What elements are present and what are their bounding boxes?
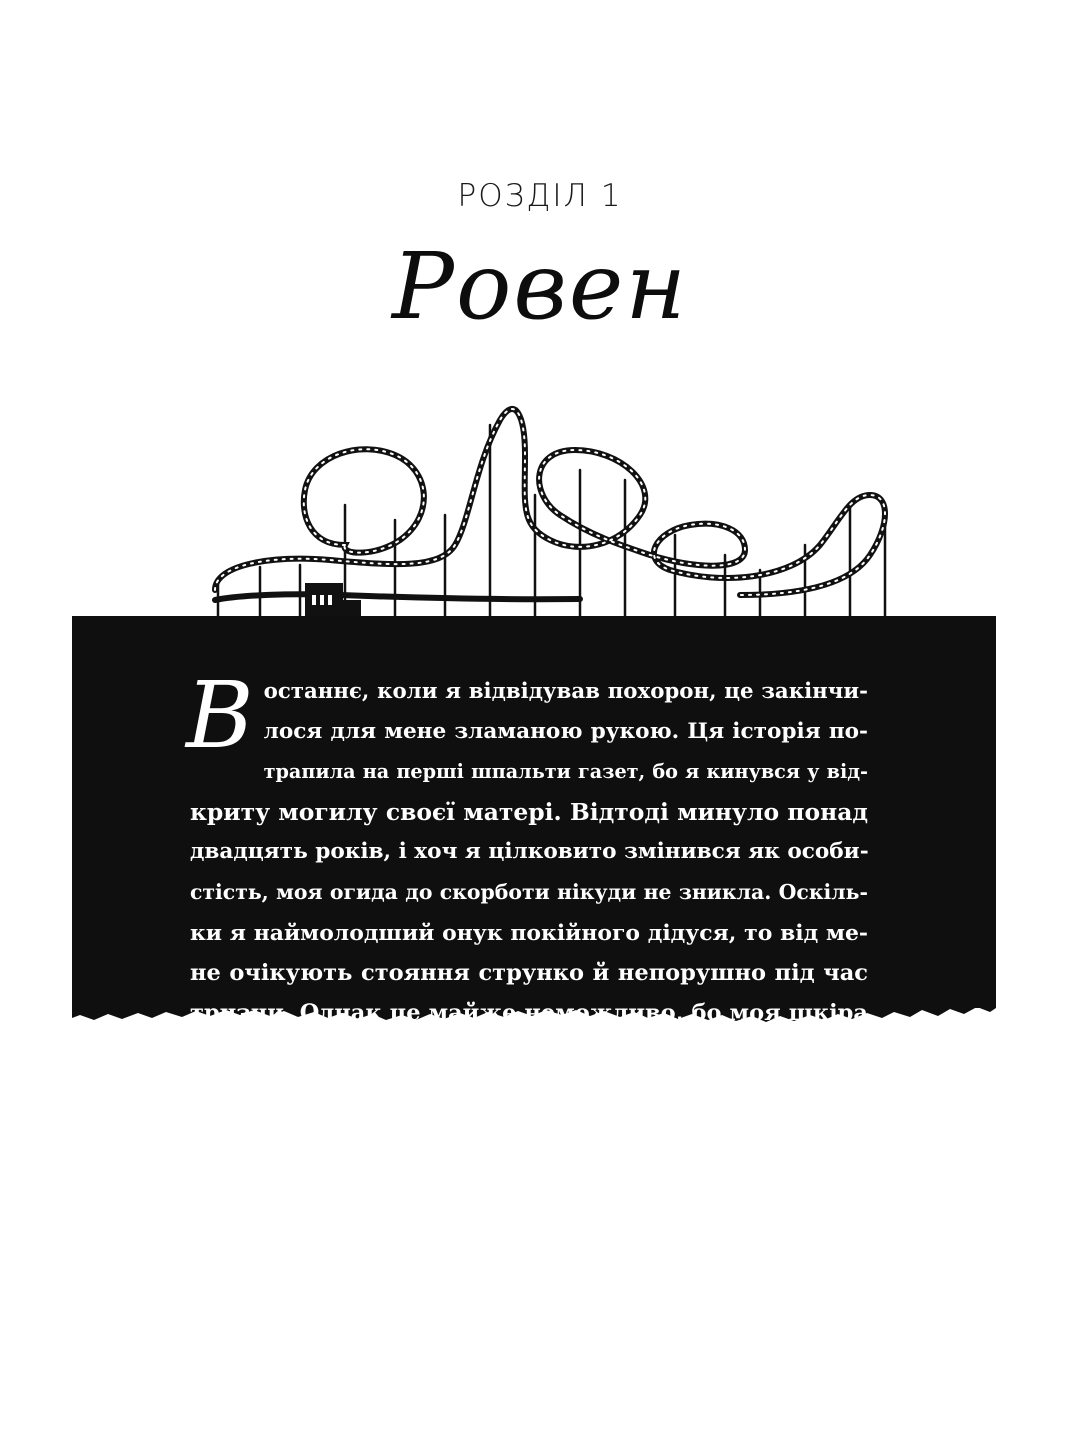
text-line: Сотні співробітників і ділових партнерів Кейна [218,1119,868,1147]
text-line: естеровий костюм. [190,1078,454,1107]
text-line: висловлюють своє співчуття, і моє терпіння маліє [190,1160,868,1187]
text-line: свербить так, наче мене запхнули в дешевий полі- [190,1039,868,1066]
text-line: тризни. Однак це майже неможливо, бо моя шкіра [190,999,868,1026]
text-line: стість, моя огида до скорботи нікуди не зникла. Оскіль- [190,880,868,905]
chapter-title: Ровен [392,233,688,340]
text-line: ки я наймолодший онук покійного дідуся, то від ме- [190,919,868,946]
roller-coaster-icon [200,395,900,625]
text-line: не очікують стояння струнко й непорушно під час [190,959,868,986]
text-line: двадцять років, і хоч я цілковито змінився як особи- [190,839,869,865]
text-line: останнє, коли я відвідував похорон, це закінчи- [263,679,868,704]
chapter-body [186,662,869,1354]
chapter-label: РОЗДІЛ 1 [457,178,623,214]
text-line: був одним із них. [190,1319,428,1348]
text-line: трапила на перші шпальти газет, бо я кинувся у від- [263,760,868,784]
text-line: лося для мене зламаною рукою. Ця історія по- [263,719,868,745]
text-line: криту могилу своєї матері. Відтоді минуло понад [190,798,868,827]
text-line: більше за них ненавиджу розмови з людьми. Є лише [190,1240,868,1266]
paragraph-1 [186,662,869,1113]
drop-cap: В [186,662,254,769]
text-line: з кожною годиною. Я терпіти не можу похорони, але [190,1200,869,1226]
text-line: кілька людей, яких я здатен виносити, і мій дідусь [190,1280,869,1307]
paragraph-2 [190,1113,868,1354]
